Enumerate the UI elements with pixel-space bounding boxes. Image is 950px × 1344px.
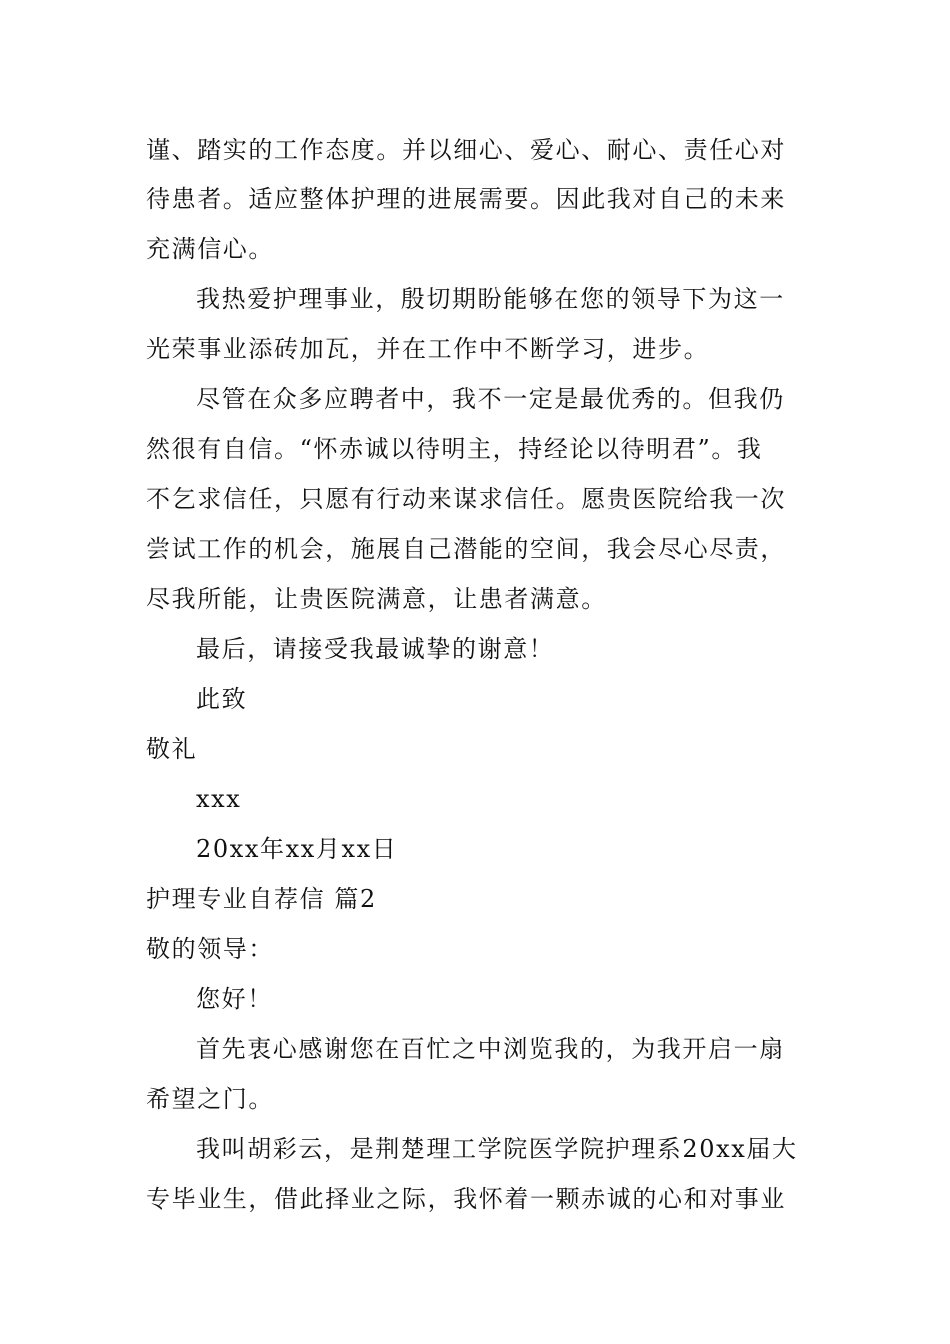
paragraph-start-line: 尽管在众多应聘者中，我不一定是最优秀的。但我仍	[196, 385, 785, 413]
salutation-closing: 此致	[196, 685, 248, 713]
body-line: 希望之门。	[146, 1085, 274, 1113]
body-line: 光荣事业添砖加瓦，并在工作中不断学习，进步。	[146, 335, 710, 363]
body-line: 然很有自信。“怀赤诚以待明主，持经论以待明君”。我	[146, 435, 763, 463]
letter-greeting: 敬的领导：	[146, 935, 274, 963]
paragraph-start-line: 我叫胡彩云，是荆楚理工学院医学院护理系20xx届大	[196, 1135, 798, 1163]
salutation-regards: 敬礼	[146, 735, 198, 763]
paragraph-start-line: 首先衷心感谢您在百忙之中浏览我的，为我开启一扇	[196, 1035, 785, 1063]
signature-date: 20xx年xx月xx日	[196, 835, 398, 863]
greeting-hello: 您好！	[196, 985, 273, 1013]
body-line: 尽我所能，让贵医院满意，让患者满意。	[146, 585, 607, 613]
body-line: 谨、踏实的工作态度。并以细心、爱心、耐心、责任心对	[146, 136, 786, 164]
section-heading: 护理专业自荐信 篇2	[146, 885, 377, 913]
body-line: 待患者。适应整体护理的进展需要。因此我对自己的未来	[146, 185, 786, 213]
body-line: 充满信心。	[146, 235, 274, 263]
paragraph-start-line: 我热爱护理事业，殷切期盼能够在您的领导下为这一	[196, 285, 785, 313]
body-line: 尝试工作的机会，施展自己潜能的空间，我会尽心尽责，	[146, 535, 786, 563]
closing-thanks-line: 最后，请接受我最诚挚的谢意！	[196, 635, 555, 663]
body-line: 专毕业生，借此择业之际，我怀着一颗赤诚的心和对事业	[146, 1185, 786, 1213]
signature-name: xxx	[196, 785, 242, 813]
body-line: 不乞求信任，只愿有行动来谋求信任。愿贵医院给我一次	[146, 485, 786, 513]
